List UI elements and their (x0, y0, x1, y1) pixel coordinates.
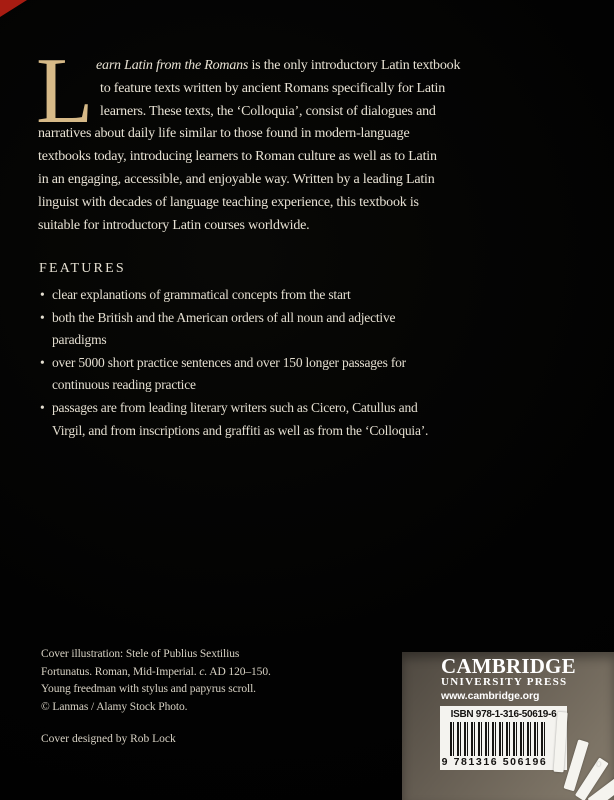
publisher-url: www.cambridge.org (441, 690, 540, 702)
intro-line: narratives about daily life similar to those found in modern-language (38, 126, 410, 142)
intro-line: suitable for introductory Latin courses worldwide. (38, 217, 310, 233)
intro-line: linguist with decades of language teaching experience, this textbook is (38, 194, 419, 210)
red-corner-wedge (0, 0, 27, 17)
publisher-name: CAMBRIDGE (441, 654, 576, 678)
bullet-icon: • (40, 287, 45, 302)
intro-line: in an engaging, accessible, and enjoyable way. Written by a leading Latin (38, 171, 435, 187)
intro-line (38, 55, 488, 78)
designer-credit: Cover designed by Rob Lock (41, 733, 176, 745)
intro-paragraph (36, 39, 488, 237)
credit-line: Cover illustration: Stele of Publius Sextilius (41, 648, 240, 660)
feature-text: continuous reading practice (52, 377, 196, 393)
publisher-subtitle: UNIVERSITY PRESS (441, 676, 568, 688)
barcode-image (450, 722, 545, 756)
bullet-icon: • (40, 354, 45, 370)
feature-text: both the British and the American orders of all noun and adjective (52, 309, 396, 325)
intro-line-rest: is the only introductory Latin textbook (248, 58, 461, 73)
book-title-italic: earn Latin from the Romans (96, 58, 249, 73)
credit-line (41, 664, 271, 682)
features-heading: FEATURES (39, 261, 126, 276)
intro-line: textbooks today, introducing learners to Roman culture as well as to Latin (38, 149, 437, 165)
feature-text: passages are from leading literary writers such as Cicero, Catullus and (52, 399, 418, 415)
barcode-digits: 9 781316 506196 (441, 756, 548, 768)
isbn-panel (440, 706, 567, 770)
drop-cap-letter: L (36, 39, 94, 143)
bullet-icon: • (40, 309, 45, 325)
feature-text: paradigms (52, 332, 107, 348)
cover-credits (41, 646, 271, 716)
feature-item-continuation (40, 329, 428, 352)
feature-item (40, 307, 428, 330)
isbn-number: ISBN 978-1-316-50619-6 (450, 709, 557, 720)
features-list (40, 284, 428, 442)
credit-line-part: Fortunatus. Roman, Mid-Imperial. (41, 665, 200, 678)
credit-line-italic: c. (199, 665, 208, 678)
feature-item-continuation (40, 420, 428, 443)
bullet-icon: • (40, 399, 45, 415)
credit-line-part: AD 120–150. (207, 665, 271, 678)
feature-text: over 5000 short practice sentences and over 150 longer passages for (52, 354, 406, 370)
publisher-logo (441, 656, 576, 702)
credit-line: Young freedman with stylus and papyrus scroll. (41, 683, 256, 696)
feature-item (40, 397, 428, 420)
feature-text: clear explanations of grammatical concepts from the start (52, 287, 351, 302)
credit-line: © Lanmas / Alamy Stock Photo. (41, 700, 188, 713)
intro-line: to feature texts written by ancient Romans specifically for Latin (100, 80, 446, 96)
feature-item (40, 284, 428, 307)
feature-text: Virgil, and from inscriptions and graffiti as well as from the ‘Colloquia’. (52, 422, 429, 438)
feature-item (40, 352, 428, 375)
feature-item-continuation (40, 374, 428, 397)
intro-line: learners. These texts, the ‘Colloquia’, consist of dialogues and (100, 103, 436, 119)
